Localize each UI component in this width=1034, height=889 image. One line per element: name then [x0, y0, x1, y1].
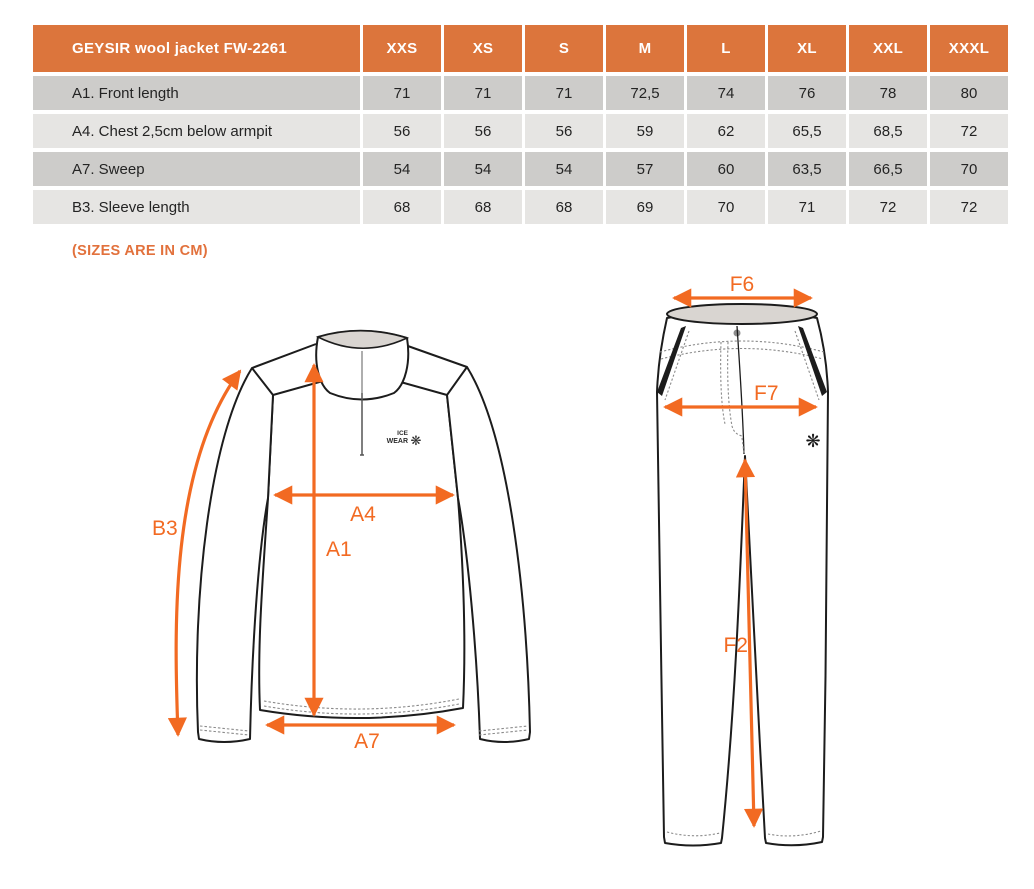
table-title-cell: GEYSIR wool jacket FW-2261 [33, 25, 360, 72]
pants-snowflake-icon: ❋ [805, 431, 821, 451]
size-value-cell: 68 [444, 190, 522, 224]
size-value-cell: 54 [363, 152, 441, 186]
size-value-cell: 71 [768, 190, 846, 224]
size-value-cell: 71 [444, 76, 522, 110]
measurement-row-label: A1. Front length [33, 76, 360, 110]
size-value-cell: 71 [363, 76, 441, 110]
size-value-cell: 80 [930, 76, 1008, 110]
size-value-cell: 66,5 [849, 152, 927, 186]
size-value-cell: 69 [606, 190, 684, 224]
size-value-cell: 68 [363, 190, 441, 224]
pants-outline [657, 311, 828, 846]
size-value-cell: 72 [930, 190, 1008, 224]
pants-waist-opening [667, 304, 817, 324]
size-header-s: S [525, 25, 603, 72]
size-value-cell: 78 [849, 76, 927, 110]
size-value-cell: 65,5 [768, 114, 846, 148]
size-header-xs: XS [444, 25, 522, 72]
jacket-logo-ice: ICE [397, 430, 408, 437]
size-table [33, 25, 1008, 224]
jacket-label-b3: B3 [152, 517, 178, 540]
measurement-row-label: A4. Chest 2,5cm below armpit [33, 114, 360, 148]
size-value-cell: 54 [444, 152, 522, 186]
jacket-diagram [100, 295, 570, 775]
size-value-cell: 56 [444, 114, 522, 148]
size-value-cell: 72 [930, 114, 1008, 148]
jacket-logo-wear: WEAR [386, 438, 408, 445]
size-header-m: M [606, 25, 684, 72]
size-value-cell: 70 [930, 152, 1008, 186]
size-value-cell: 62 [687, 114, 765, 148]
size-value-cell: 71 [525, 76, 603, 110]
pants-label-f7: F7 [754, 382, 779, 405]
size-header-l: L [687, 25, 765, 72]
jacket-label-a4: A4 [350, 503, 376, 526]
size-header-xxxl: XXXL [930, 25, 1008, 72]
jacket-label-a7: A7 [354, 730, 380, 753]
note-sizes-in-cm: (SIZES ARE IN CM) [72, 243, 208, 259]
measurement-row-label: B3. Sleeve length [33, 190, 360, 224]
size-value-cell: 68,5 [849, 114, 927, 148]
size-value-cell: 63,5 [768, 152, 846, 186]
size-value-cell: 56 [363, 114, 441, 148]
jacket-right-shoulder-seam [405, 345, 467, 367]
size-value-cell: 76 [768, 76, 846, 110]
size-value-cell: 72 [849, 190, 927, 224]
size-value-cell: 56 [525, 114, 603, 148]
size-value-cell: 68 [525, 190, 603, 224]
size-value-cell: 72,5 [606, 76, 684, 110]
size-value-cell: 60 [687, 152, 765, 186]
size-value-cell: 54 [525, 152, 603, 186]
jacket-left-shoulder-seam [252, 344, 316, 368]
jacket-label-a1: A1 [326, 538, 352, 561]
pants-diagram [640, 270, 840, 875]
size-value-cell: 59 [606, 114, 684, 148]
size-value-cell: 70 [687, 190, 765, 224]
size-header-xxl: XXL [849, 25, 927, 72]
jacket-logo-snowflake-icon: ❋ [410, 433, 422, 448]
size-value-cell: 57 [606, 152, 684, 186]
measurement-row-label: A7. Sweep [33, 152, 360, 186]
size-header-xl: XL [768, 25, 846, 72]
pants-label-f2: F2 [723, 634, 748, 657]
pants-label-f6: F6 [729, 273, 755, 296]
size-header-xxs: XXS [363, 25, 441, 72]
size-value-cell: 74 [687, 76, 765, 110]
